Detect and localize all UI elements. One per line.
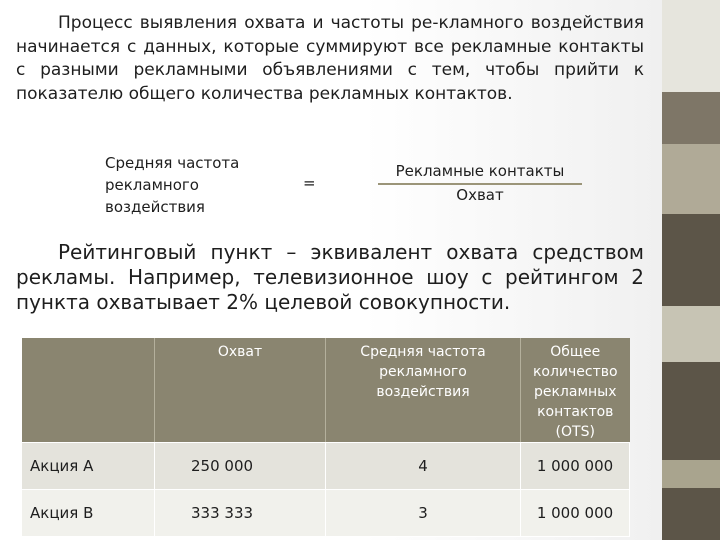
band-block	[662, 0, 720, 92]
table-header-cell: Общее количество рекламных контактов (OTS)	[521, 338, 630, 443]
fraction-bar	[378, 183, 582, 185]
formula-equals-sign: =	[303, 174, 316, 192]
table-header-cell: Средняя частота рекламного воздействия	[326, 338, 521, 443]
formula-denominator: Охват	[456, 186, 504, 204]
formula-left-line: Средняя частота	[105, 154, 240, 172]
band-block	[662, 92, 720, 144]
table-header-row	[22, 338, 630, 443]
decorative-side-band	[662, 0, 720, 540]
intro-paragraph: Процесс выявления охвата и частоты ре-кламного воздействия начинается с данных, которые суммируют все рекламные контакты с разными рекламными объявлениями с тем, чтобы прийти к показателю общего количества рекламных контактов.	[16, 13, 644, 104]
table-header-cell	[22, 338, 155, 443]
formula-numerator: Рекламные контакты	[395, 162, 565, 180]
formula-left-line: воздействия	[105, 198, 205, 216]
table-cell: 3	[326, 490, 521, 537]
table-cell: 1 000 000	[521, 443, 630, 490]
table-cell: 250 000	[155, 443, 326, 490]
band-block	[662, 144, 720, 214]
formula-left-line: рекламного	[105, 176, 199, 194]
table-cell: 1 000 000	[521, 490, 630, 537]
formula-left-term	[105, 152, 275, 218]
rating-point-paragraph: Рейтинговый пункт – эквивалент охвата средством рекламы. Например, телевизионное шоу с рейтингом 2 пункта охватывает 2% целевой совокупности.	[16, 240, 644, 314]
table-row	[22, 443, 630, 490]
table-cell-label: Акция А	[22, 443, 155, 490]
table-cell: 333 333	[155, 490, 326, 537]
table-cell: 4	[326, 443, 521, 490]
reach-frequency-table	[22, 338, 630, 537]
band-block	[662, 306, 720, 362]
table-row	[22, 490, 630, 537]
table-header-cell: Охват	[155, 338, 326, 443]
table-cell-label: Акция В	[22, 490, 155, 537]
band-block	[662, 460, 720, 488]
